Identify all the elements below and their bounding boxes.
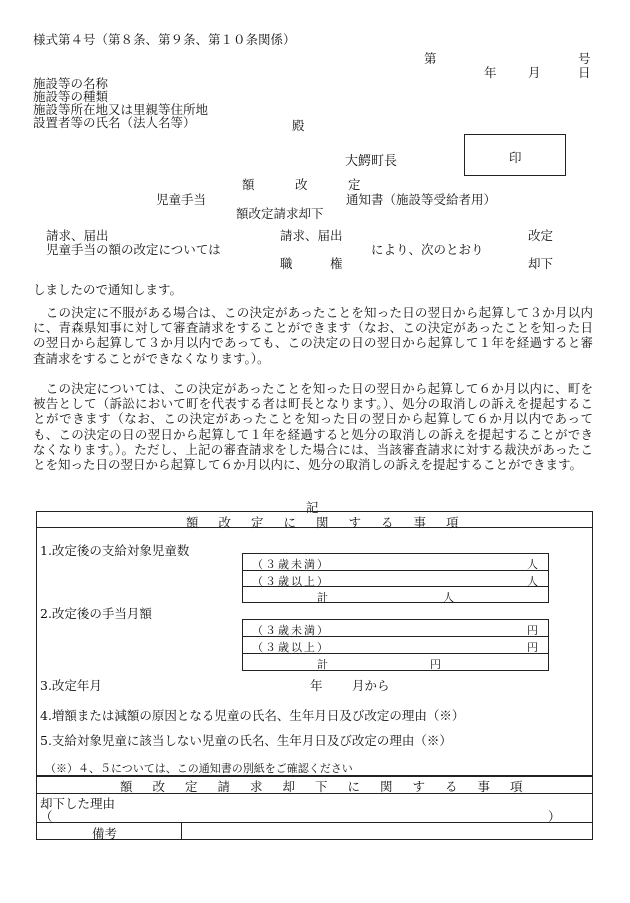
item2-label: 2.改定後の手当月額 [40,606,152,621]
founder-name-label: 設置者等の氏名（法人名等） [33,115,196,130]
title-rejection: 額改定請求却下 [236,206,324,221]
amount-under3-label: （３歳未満） [252,624,330,637]
honorific: 殿 [292,118,305,133]
seal-mark: 印 [509,150,522,165]
date-year: 年 [484,65,497,80]
revision-heading: 額改定に関する事項 [186,515,479,530]
intro-continuation: しましたので通知します。 [33,282,183,297]
issuer-name: 大鰐町長 [345,154,398,169]
rejection-reason-open-paren: （ [40,809,53,824]
children-over3-label: （３歳以上） [252,575,330,588]
date-month: 月 [528,65,541,80]
document-number-suffix: 号 [578,51,591,66]
remarks-divider [36,822,593,823]
children-total-label: 計 [317,591,328,604]
rejection-reason-close-paren: ） [548,809,561,824]
rejection-heading-divider [36,793,593,794]
facility-name-label: 施設等の名称 [33,76,109,91]
children-over3-unit: 人 [527,575,538,588]
intro-middle: により、次のとおり [371,242,484,257]
rejection-reason-label: 却下した理由 [40,796,116,811]
intro-method-top: 請求、届出 [280,228,343,243]
item3-label: 3.改定年月 [40,678,102,693]
revision-month-label: 月から [352,678,390,693]
amount-total-label: 計 [317,658,328,671]
remarks-column-divider [181,822,182,840]
date-day: 日 [578,65,591,80]
document-number-prefix: 第 [424,51,437,66]
children-under3-unit: 人 [527,558,538,571]
form-reference: 様式第４号（第８条、第９条、第１０条関係） [33,32,296,47]
remarks-label: 備考 [92,826,118,841]
children-under3-label: （３歳未満） [252,558,330,571]
facility-type-label: 施設等の種類 [33,89,109,104]
rejection-heading: 額改定請求却下に関する事項 [120,779,543,794]
appeal-paragraph: この決定に不服がある場合は、この決定があったことを知った日の翌日から起算して３か月以内に、青森県知事に対して審査請求をすることができます（なお、この決定があったことを知った日の翌日から起算して３か月以内であっても、この決定の日の翌日から起算して１年を経過すると審査請求をすることができなくなります。）。 [33,305,593,366]
amount-under3-unit: 円 [527,624,538,637]
title-notice: 通知書（施設等受給者用） [346,192,497,207]
seal-box [464,134,566,176]
title-child-allowance: 児童手当 [156,192,207,207]
revision-year-label: 年 [310,678,323,693]
intro-subject: 児童手当の額の改定については [46,242,221,257]
intro-method-bottom: 職 権 [280,256,343,271]
intro-result-top: 改定 [528,228,554,243]
title-revision: 額 改 定 [242,177,375,192]
rejection-table [36,776,593,840]
method-request: 請求、届出 [46,228,109,243]
facility-address-label: 施設等所在地又は里親等住所地 [33,102,209,117]
intro-result-bottom: 却下 [528,256,554,271]
item4-label: 4.増額または減額の原因となる児童の氏名、生年月日及び改定の理由（※） [40,708,465,723]
amount-over3-label: （３歳以上） [252,641,330,654]
item5-label: 5.支給対象児童に該当しない児童の氏名、生年月日及び改定の理由（※） [40,733,452,748]
children-total-unit: 人 [443,591,454,604]
item1-label: 1.改定後の支給対象児童数 [40,543,190,558]
amount-total-unit: 円 [430,658,441,671]
lawsuit-paragraph: この決定については、この決定があったことを知った日の翌日から起算して６か月以内に、町を被告として（訴訟において町を代表する者は町長となります。）、処分の取消しの訴えを提起することができます（なお、この決定があったことを知った日の翌日から起算して６か月以内であっても、この決定の日の翌日から起算して１年を経過すると処分の取消しの訴えを提起することができなくなります。）。ただし、上記の審査請求をした場合には、当該審査請求に対する裁決があったことを知った日の翌日から起算して６か月以内に、処分の取消しの訴えを提起することができます。 [33,381,593,473]
ki-marker: 記 [306,500,319,515]
amount-over3-unit: 円 [527,641,538,654]
footnote: （※）４、５については、この通知書の別紙をご確認ください [45,762,353,775]
